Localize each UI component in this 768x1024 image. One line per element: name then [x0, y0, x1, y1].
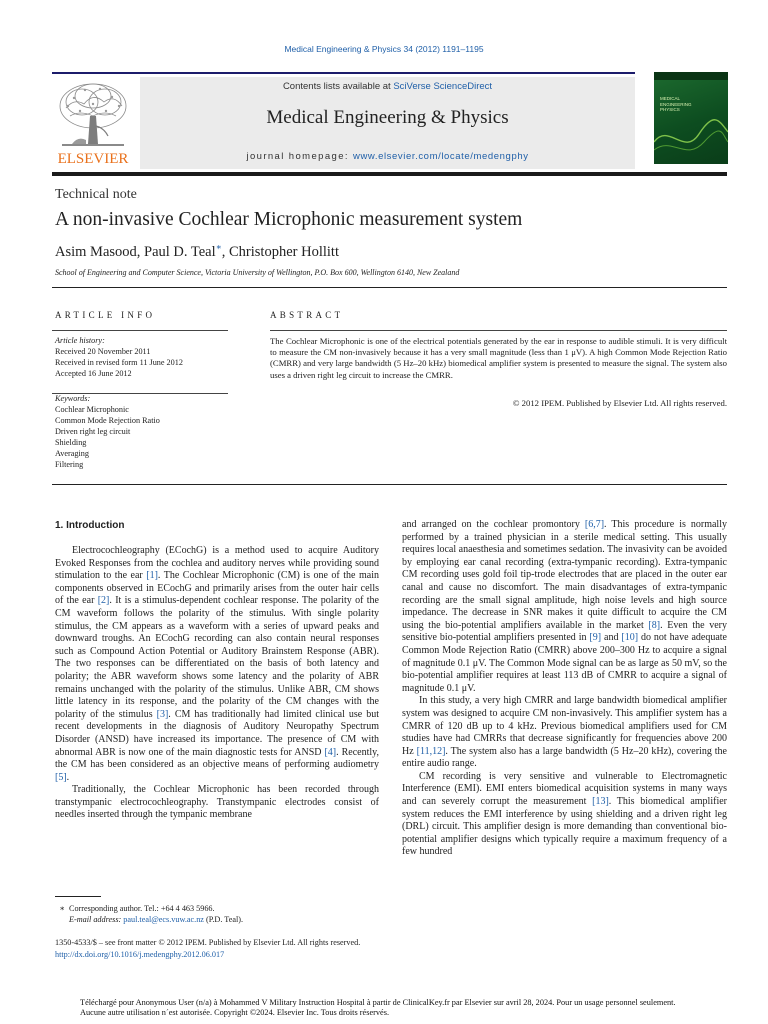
- cover-top-bar: [654, 72, 728, 80]
- contents-line: [140, 81, 635, 92]
- article-title: A non-invasive Cochlear Microphonic measurement system: [55, 209, 523, 230]
- journal-homepage-line: [140, 151, 635, 162]
- elsevier-logo: [52, 78, 134, 166]
- text-run: do not have adequate Common Mode Rejection Ratio (CMRR) above 200–300 Hz to acquire a signal of magnitude 0.1 μV. The Common Mode signal can be as large as 50 mV, so the bio-potential amplifier requires at least 113 dB of CMRR to acquire a signal of magnitude 0.1 μV.: [402, 632, 727, 694]
- article-info-rule: [52, 330, 228, 331]
- citation-link[interactable]: [6,7]: [584, 519, 605, 530]
- citation-link[interactable]: [10]: [621, 632, 639, 644]
- text-run: . Even the very sensitive bio-potential amplifiers presented in: [402, 619, 727, 644]
- citation-link[interactable]: [2]: [97, 595, 110, 607]
- journal-name: Medical Engineering & Physics: [266, 107, 509, 128]
- keyword-item: Driven right leg circuit: [55, 427, 131, 436]
- text-run: . This procedure is normally performed by a trained physician in a sterile medical setting. This usually requires local anaesthesia and sometimes sedation. The invasivity can be avoided by employing ear canal recording (extra-tympanic recording). Extra-tympanic CM recording uses gold foil tip-trode electrodes that are placed in the outer ear canal and cause no discomfort. The main disadvantages of extra-tympanic recording are the small signal amplitude, high noise levels and high source impedance. The decrease in SNR makes it quite difficult to acquire the CM using the bio-potential amplifiers available in the market: [402, 519, 727, 631]
- abstract-rule: [270, 330, 727, 331]
- paragraph: Traditionally, the Cochlear Microphonic has been recorded through transtympanic electrocochleography. Transtympanic electrodes consist of needles inserted through the tympanic membrane: [55, 784, 379, 821]
- citation-link[interactable]: [11,12]: [416, 745, 446, 757]
- sciencedirect-link[interactable]: SciVerse ScienceDirect: [393, 81, 493, 92]
- contents-prefix: Contents lists available at: [282, 81, 394, 92]
- abstract-heading: ABSTRACT: [270, 310, 344, 320]
- elsevier-tree-icon: [52, 78, 134, 166]
- text-run: . The system also has a large bandwidth (5 Hz–20 kHz), covering the entire audio range.: [402, 745, 727, 770]
- download-notice: Téléchargé pour Anonymous User (n/a) à Mohammed V Military Instruction Hospital à partir de ClinicalKey.fr par Elsevier sur avril 28, 2024. Pour un usage personnel seulement. Aucune autre utilisation n´est autorisée. Copyright ©2024. Elsevier Inc. Tous droits réservés.: [80, 998, 676, 1017]
- keyword-item: Cochlear Microphonic: [55, 405, 129, 414]
- history-accepted: Accepted 16 June 2012: [55, 369, 132, 378]
- paragraph: [55, 545, 379, 784]
- header-bottom-rule: [52, 172, 727, 176]
- keyword-item: Averaging: [55, 449, 89, 458]
- cover-wave-icon: [654, 112, 728, 162]
- text-run: . Recently, the CM has been considered as an objective means of performing audiometry: [55, 746, 379, 771]
- journal-citation[interactable]: Medical Engineering & Physics 34 (2012) 1191–1195: [284, 44, 484, 54]
- history-revised: Received in revised form 11 June 2012: [55, 358, 183, 367]
- footnote-mark: ∗: [59, 904, 65, 913]
- keywords: [55, 393, 231, 470]
- text-run: . CM has traditionally had limited clinical use but recent developments in the diagnosis of Auditory Neuropathy Spectrum Disorder (ANSD) have increased its importance. The presence of CM with abnormal ABR is now one of the main diagnostic tests for ANSD: [55, 708, 380, 758]
- text-run: . It is a stimulus-dependent cochlear response. The polarity of the CM waveform follows the polarity of the stimulus. With single polarity stimulus, the CM appears as a waveform with a series of upward peaks and downward troughs. An ECochG recording can also contain neural responses such as Compound Action Potential or Auditory Brainstem Response (ABR). The two responses can be differentiated on the basis of both latency and polarity; the ABR waveform shows some latency and the polarity of ABR remains unchanged with the polarity of the stimulus. Unlike ABR, CM shows little latency in its response, and the polarity of the CM changes with the polarity of the stimulus: [55, 595, 379, 720]
- section-heading-introduction: 1. Introduction: [55, 520, 125, 531]
- authors-last: , Christopher Hollitt: [221, 243, 339, 260]
- text-run: CM recording is very sensitive and vulnerable to Electromagnetic Interference (EMI). EMI enters biomedical acquisition systems in many ways and can severely corrupt the measurement: [402, 770, 727, 808]
- email-link[interactable]: paul.teal@ecs.vuw.ac.nz: [123, 915, 204, 924]
- body-column-right: [402, 519, 727, 859]
- doi-link[interactable]: http://dx.doi.org/10.1016/j.medengphy.2012.06.017: [55, 950, 225, 959]
- text-run: .: [66, 771, 70, 783]
- corresponding-author-mark[interactable]: ∗: [215, 242, 222, 252]
- article-history-label: Article history:: [55, 336, 105, 345]
- front-matter: [55, 937, 360, 961]
- keyword-item: Filtering: [55, 460, 84, 469]
- article-info-heading: ARTICLE INFO: [55, 310, 156, 320]
- citation-link[interactable]: [3]: [156, 708, 169, 720]
- journal-homepage-link[interactable]: www.elsevier.com/locate/medengphy: [352, 151, 529, 162]
- article-type: Technical note: [55, 187, 137, 202]
- footnote-corresponding: [55, 903, 379, 914]
- footnote-email: [55, 914, 379, 925]
- email-suffix: (P.D. Teal).: [203, 915, 244, 924]
- footnote-rule: [55, 896, 101, 897]
- citation-link[interactable]: [4]: [324, 746, 337, 758]
- abstract-text: The Cochlear Microphonic is one of the electrical potentials generated by the ear in response to audible stimuli. It is very difficult to measure the CM non-invasively because it has a very small magnitude (less than 1 μV). A high Common Mode Rejection Ratio (CMRR) and very large bandwidth (5 Hz–20 kHz) biomedical amplifier system is presented to measure the signal. The system also uses a driven right leg circuit to increase the CMRR.: [270, 336, 727, 380]
- citation-link[interactable]: [9]: [589, 632, 602, 644]
- author-affiliation: School of Engineering and Computer Science, Victoria University of Wellington, P.O. Box 600, Wellington 6140, New Zealand: [55, 268, 460, 277]
- article-history: [55, 335, 231, 379]
- history-received: Received 20 November 2011: [55, 347, 151, 356]
- text-run: In this study, a very high CMRR and large bandwidth biomedical amplifier system was designed to acquire CM non-invasively. This amplifier system has a CMRR of 120 dB up to 4 kHz. Previous biomedical amplifiers used for CM studies have had CMRRs that decrease significantly for frequencies above 200 Hz: [402, 695, 727, 757]
- email-label: E-mail address:: [69, 915, 122, 924]
- keyword-item: Common Mode Rejection Ratio: [55, 416, 160, 425]
- keyword-item: Shielding: [55, 438, 87, 447]
- info-top-rule: [52, 287, 727, 288]
- abstract-copyright: © 2012 IPEM. Published by Elsevier Ltd. All rights reserved.: [512, 398, 727, 408]
- header-top-rule: [52, 72, 635, 74]
- corresponding-author-text: Corresponding author. Tel.: +64 4 463 5966.: [69, 904, 215, 913]
- text-run: Electrocochleography (ECochG) is a method used to acquire Auditory Evoked Responses from the cochlea and auditory nerves while providing sound stimulation to the ear: [55, 545, 379, 582]
- cover-title: MEDICAL ENGINEERING PHYSICS: [660, 96, 692, 112]
- author-list: [55, 242, 339, 261]
- paragraph: [402, 695, 727, 771]
- text-run: and arranged on the cochlear promontory: [402, 519, 585, 530]
- keywords-label: Keywords:: [55, 394, 91, 403]
- issn-line: 1350-4533/$ – see front matter © 2012 IPEM. Published by Elsevier Ltd. All rights reserved.: [55, 938, 361, 947]
- elsevier-wordmark: ELSEVIER: [57, 151, 129, 166]
- info-bottom-rule: [52, 484, 727, 485]
- paragraph: [402, 771, 727, 859]
- citation-link[interactable]: [13]: [592, 796, 609, 808]
- paragraph: [402, 519, 727, 695]
- citation-link[interactable]: [8]: [648, 619, 661, 631]
- body-column-left: [55, 545, 379, 822]
- text-run: . The Cochlear Microphonic (CM) is one of the main components observed in ECochG and primarily arises from the outer hair cells of the ear: [55, 570, 379, 607]
- citation-link[interactable]: [5]: [55, 771, 67, 783]
- citation-link[interactable]: [1]: [146, 570, 158, 582]
- authors-first: Asim Masood, Paul D. Teal: [55, 243, 216, 260]
- text-run: . This biomedical amplifier system reduces the EMI interference by using shielding and a driven right leg (DRL) circuit. This amplifier design is more demanding than conventional bio-potential amplifier designs which typically require a maximum frequency of a few hundred: [402, 796, 727, 858]
- text-run: and: [601, 632, 622, 644]
- journal-cover-thumbnail[interactable]: [654, 72, 728, 164]
- footnote: [55, 903, 379, 925]
- homepage-prefix: journal homepage:: [246, 151, 353, 162]
